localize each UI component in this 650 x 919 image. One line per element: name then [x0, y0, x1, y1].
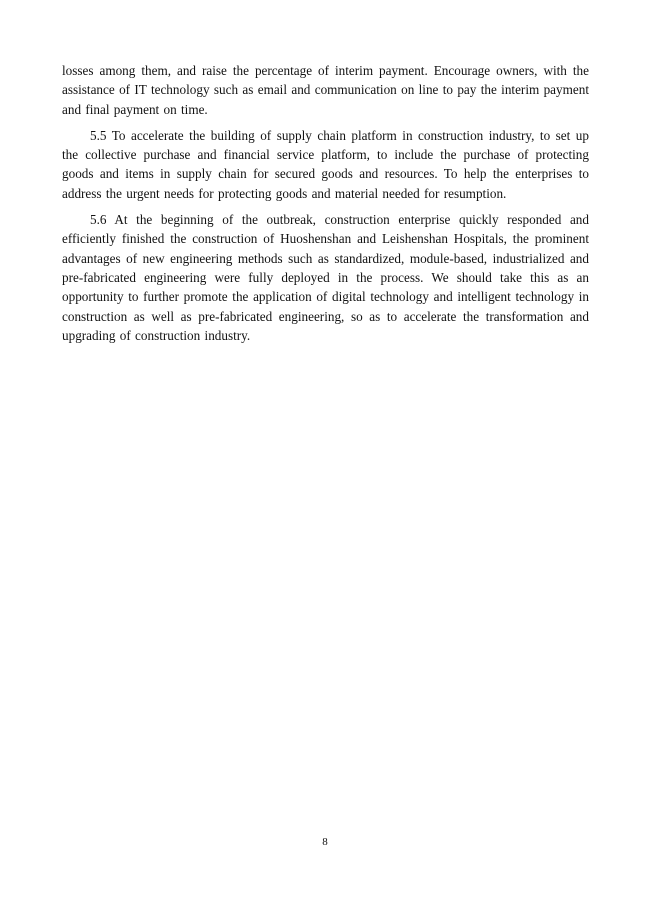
paragraph-continuation: losses among them, and raise the percentage of interim payment. Encourage owners, with the assistance of IT technology such as email and communication on line to pay the interim payment and final payment on time.	[62, 63, 589, 117]
paragraph-section-5-6: 5.6 At the beginning of the outbreak, construction enterprise quickly responded and efficiently finished the construction of Huoshenshan and Leishenshan Hospitals, the prominent advantages of new engineering methods such as standardized, module-based, industrialized and pre-fabricated engineering were fully deployed in the process. We should take this as an opportunity to further promote the application of digital technology and intelligent technology in construction as well as pre-fabricated engineering, so as to accelerate the transformation and upgrading of construction industry.	[62, 212, 589, 343]
page-footer	[0, 835, 650, 849]
page-number: 8	[322, 836, 328, 848]
document-body	[62, 61, 589, 352]
paragraph-section-5-5: 5.5 To accelerate the building of supply chain platform in construction industry, to set up the collective purchase and financial service platform, to include the purchase of protecting goods and items in supply chain for secured goods and resources. To help the enterprises to address the urgent needs for protecting goods and material needed for resumption.	[62, 127, 589, 201]
